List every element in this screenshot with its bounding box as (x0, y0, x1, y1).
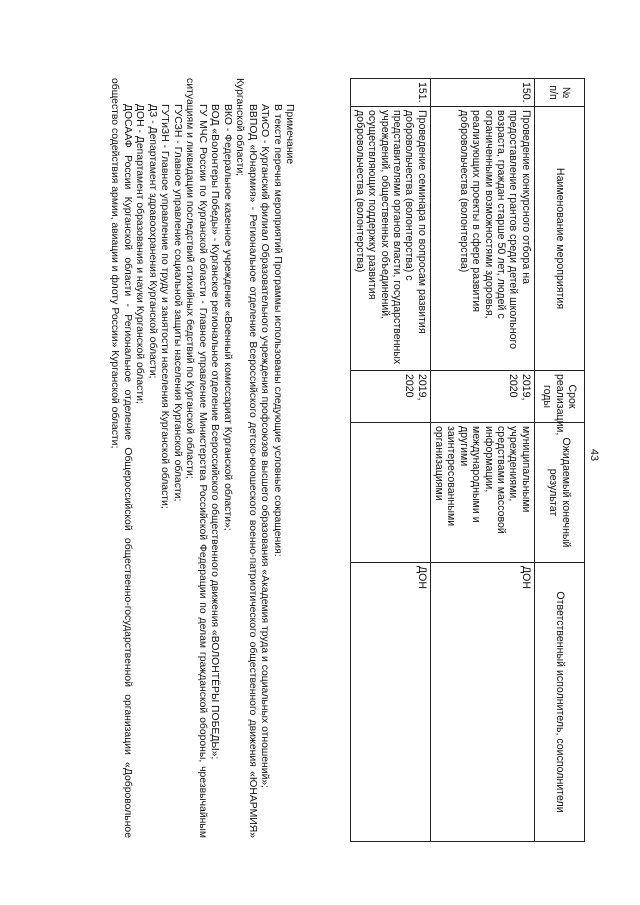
row-result (351, 423, 430, 563)
header-result: Ожидаемый конечный результат (534, 423, 584, 563)
header-number: № п/п (534, 79, 584, 107)
notes-section (108, 78, 295, 838)
row-result: муниципальными учреждениями, средствами массовой информации, международными и другими заинтересованными организациями (430, 423, 534, 563)
row-term: 2019, 2020 (430, 371, 534, 423)
notes-intro: В тексте перечня мероприятий Программы использованы следующие условные сокращения: (271, 104, 283, 557)
activities-table (350, 78, 585, 842)
table-header-row (534, 79, 584, 842)
row-number: 151. (351, 79, 430, 107)
abbreviation-item: ДОСААФ России Курганской области - Региональное отделение Общероссийской общественно-государственной организации «Добровольное общество содействия армии, авиации и флоту России» Курганской области; (109, 78, 133, 838)
abbreviation-item: АТиСО - Курганский филиал Образовательного учреждения профсоюзов высшего образования «Академия труда и социальных отношений»; (259, 104, 271, 789)
row-executor: ДОН (351, 563, 430, 842)
header-activity: Наименование мероприятия (534, 107, 584, 371)
header-executor: Ответственный исполнитель, соисполнители (534, 563, 584, 842)
page-number: 43 (588, 448, 600, 462)
row-number: 150. (430, 79, 534, 107)
abbreviation-item: ГУСЗН - Главное управление социальной защиты населения Курганской области; (171, 104, 183, 502)
table-row (430, 79, 534, 842)
row-term: 2019, 2020 (351, 371, 430, 423)
abbreviation-item: ДОН - Департамент образования и науки Курганской области; (134, 104, 146, 404)
abbreviation-item: ГУТиЗН - Главное управление по труду и занятости населения Курганской области; (159, 104, 171, 509)
header-term: Срок реализации, годы (534, 371, 584, 423)
abbreviation-item: ДЗ - Департамент здравоохранения Курганской области; (146, 104, 158, 379)
abbreviation-item: ВОД «Волонтеры Победы» - Курганское региональное отделение Всероссийского общественного движения «ВОЛОНТЁРЫ ПОБЕДЫ»; (209, 104, 221, 760)
table-row (351, 79, 430, 842)
row-activity: Проведение конкурсного отбора на предоставление грантов среди детей школьного возраста, граждан старше 50 лет, людей с ограниченными возможностями здоровья, реализующих проекты в сфере развития добровольчества (волонтерства) (430, 107, 534, 371)
abbreviation-item: ВВПОД «Юнармия» - Региональное отделение Всероссийского детско-юношеского военно-патриотического общественного движения «ЮНАРМИЯ» Курганской области; (234, 78, 258, 838)
abbreviation-item: ВКО - Федеральное казенное учреждение «Военный комиссариат Курганской области»; (221, 104, 233, 531)
row-activity: Проведение семинара по вопросам развития добровольчества (волонтерства) с представителями органов власти, государственных учреждений, общественных объединений, осуществляющих поддержку развития добровольчества (волонтерства) (351, 107, 430, 371)
abbreviation-item: ГУ МЧС России по Курганской области - Главное управление Министерства Российской Федерации по делам гражданской обороны, чрезвычайным ситуациям и ликвидации последствий стихийных бедствий по Курганской области; (184, 78, 208, 838)
row-executor: ДОН (430, 563, 534, 842)
notes-heading: Примечание (284, 104, 295, 165)
